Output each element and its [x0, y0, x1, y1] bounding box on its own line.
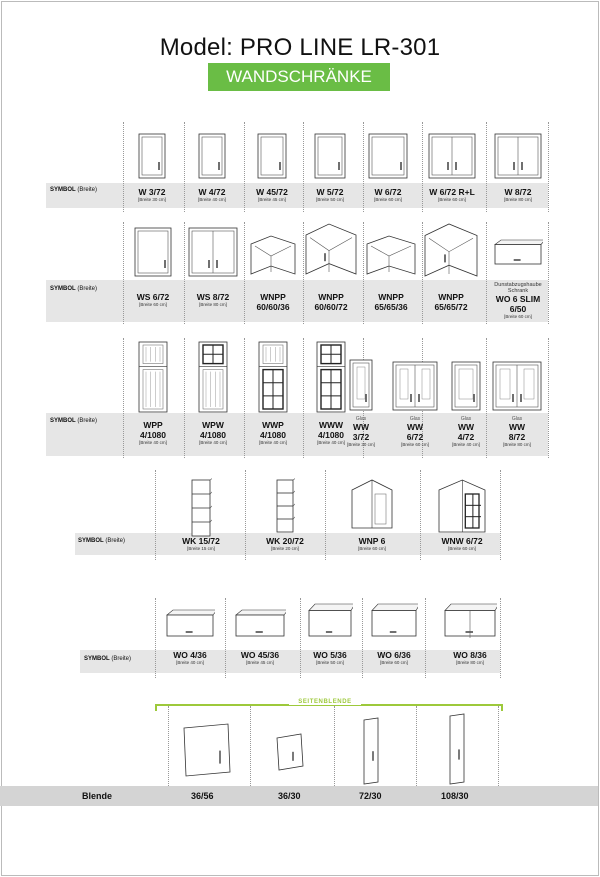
item-name: WO 4/36 [173, 650, 207, 660]
cabinet-item [228, 608, 292, 665]
cabinet-item [122, 132, 182, 202]
page-title: Model: PRO LINE LR-301 [159, 34, 441, 61]
cabinet-drawing [486, 360, 548, 412]
item-name: WW [508, 422, 526, 432]
item-name: W 6/72 R+L [429, 187, 475, 197]
item-name: WK 20/72 [266, 536, 304, 546]
item-name-line2: 6/50 [509, 304, 527, 314]
cabinet-drawing [300, 132, 360, 180]
row4-symbol-label: SYMBOL (Breite) [78, 538, 126, 544]
cabinet-drawing [430, 478, 494, 536]
item-width: [Breite 60 cm] [380, 660, 408, 665]
item-width: [Breite 45 cm] [258, 197, 286, 202]
item-name: W 4/72 [198, 187, 226, 197]
item-width: [Breite 60 cm] [139, 302, 167, 307]
column-divider [500, 598, 501, 678]
glass-note: Glas [355, 416, 367, 422]
column-divider [250, 706, 251, 796]
item-name: WNPP [260, 292, 286, 302]
item-width: [Breite 80 cm] [503, 442, 531, 447]
item-width: [Breite 30 cm] [347, 442, 375, 447]
item-name-line2: 3/72 [352, 432, 370, 442]
item-name-line2: 60/60/72 [314, 302, 348, 312]
item-width: [Breite 60 cm] [438, 197, 466, 202]
cabinet-item [488, 132, 548, 202]
item-name: WNPP [438, 292, 464, 302]
cabinet-item [420, 222, 482, 312]
cabinet-item [122, 340, 184, 445]
column-divider [362, 598, 363, 678]
cabinet-item [242, 132, 302, 202]
seitenblende-title: SEITENBLENDE [289, 699, 361, 705]
column-divider [416, 706, 417, 796]
item-width: [Breite 40 cm] [317, 440, 345, 445]
glass-note: Glas [409, 416, 421, 422]
column-divider [168, 706, 169, 796]
item-name: WPW [202, 420, 224, 430]
column-divider [225, 598, 226, 678]
cabinet-drawing [422, 132, 482, 180]
cabinet-drawing [122, 132, 182, 180]
cabinet-drawing [252, 478, 318, 534]
item-name: WO 6 SLIM [495, 294, 541, 304]
cabinet-item [182, 226, 244, 307]
cabinet-drawing [182, 226, 244, 278]
cabinet-drawing [420, 222, 482, 280]
cabinet-item [300, 132, 360, 202]
item-name: W 45/72 [256, 187, 288, 197]
item-name-line2: 8/72 [508, 432, 526, 442]
column-divider [245, 470, 246, 560]
item-width: [Breite 20 cm] [271, 546, 299, 551]
item-width: [Breite 40 cm] [176, 660, 204, 665]
item-width: [Breite 60 cm] [504, 314, 532, 319]
item-name: WW [406, 422, 424, 432]
column-divider [155, 470, 156, 560]
item-width: [Breite 60 cm] [374, 197, 402, 202]
cabinet-drawing [335, 358, 387, 412]
item-name-line2: 4/1080 [140, 430, 166, 440]
item-name: W 8/72 [504, 187, 532, 197]
column-divider [486, 122, 487, 212]
item-name: W 6/72 [374, 187, 402, 197]
cabinet-drawing [242, 340, 304, 414]
blende-drawing [446, 712, 470, 786]
item-name: WNW 6/72 [441, 536, 483, 546]
bracket-tick-left [155, 704, 157, 711]
row3-symbol-label: SYMBOL (Breite) [50, 418, 98, 424]
cabinet-drawing [160, 608, 220, 646]
item-width: [Breite 40 cm] [139, 440, 167, 445]
cabinet-item [344, 478, 400, 551]
blende-size: 36/56 [191, 791, 214, 801]
cabinet-item [182, 340, 244, 445]
cabinet-drawing [488, 132, 548, 180]
item-width: [Breite 50 cm] [316, 197, 344, 202]
cabinet-item [430, 478, 494, 551]
cabinet-drawing [122, 226, 184, 278]
blende-size: 72/30 [359, 791, 382, 801]
column-divider [155, 598, 156, 678]
item-name-line2: 4/1080 [318, 430, 344, 440]
item-note: Dunstabzugshaube Schrank [494, 282, 542, 294]
cabinet-item [422, 132, 482, 202]
cabinet-item [366, 602, 422, 665]
cabinet-item [385, 360, 445, 447]
column-divider [425, 598, 426, 678]
column-divider [334, 706, 335, 796]
item-name-line2: 4/72 [457, 432, 475, 442]
item-name: WO 5/36 [313, 650, 347, 660]
row5-symbol-label: SYMBOL (Breite) [84, 656, 132, 662]
cabinet-item [160, 608, 220, 665]
item-width: [Breite 15 cm] [187, 546, 215, 551]
cabinet-drawing [360, 234, 422, 278]
cabinet-item [170, 478, 232, 551]
item-name: WS 8/72 [196, 292, 230, 302]
blende-band [0, 786, 598, 806]
cabinet-item [485, 238, 551, 319]
column-divider [548, 338, 549, 458]
item-name-line2: 4/1080 [260, 430, 286, 440]
cabinet-drawing [385, 360, 445, 412]
cabinet-drawing [170, 478, 232, 538]
item-name: WNPP [318, 292, 344, 302]
item-name: WO 8/36 [453, 650, 487, 660]
item-name: WNPP [378, 292, 404, 302]
item-name: WW [352, 422, 370, 432]
cabinet-drawing [344, 478, 400, 532]
column-divider [548, 122, 549, 212]
blende-drawing [182, 722, 232, 780]
cabinet-item [252, 478, 318, 551]
item-width: [Breite 80 cm] [456, 660, 484, 665]
cabinet-item [486, 360, 548, 447]
item-width: [Breite 50 cm] [316, 660, 344, 665]
item-name: WS 6/72 [136, 292, 170, 302]
cabinet-drawing [440, 602, 500, 646]
row1-symbol-label: SYMBOL (Breite) [50, 187, 98, 193]
column-divider [300, 598, 301, 678]
item-name: WPP [143, 420, 163, 430]
cabinet-drawing [358, 132, 418, 180]
item-width: [Breite 40 cm] [452, 442, 480, 447]
item-name-line2: 65/65/72 [434, 302, 468, 312]
item-width: [Breite 60 cm] [448, 546, 476, 551]
blende-drawing [272, 732, 308, 774]
item-width: [Breite 30 cm] [138, 197, 166, 202]
cabinet-item [122, 226, 184, 307]
cabinet-item [360, 234, 422, 312]
item-width: [Breite 60 cm] [401, 442, 429, 447]
cabinet-item [242, 340, 304, 445]
item-width: [Breite 60 cm] [358, 546, 386, 551]
blende-size: 36/30 [278, 791, 301, 801]
blende-label: Blende [82, 791, 113, 801]
blende-size: 108/30 [441, 791, 469, 801]
cabinet-item [302, 602, 358, 665]
item-width: [Breite 40 cm] [259, 440, 287, 445]
bracket-tick-right [501, 704, 503, 711]
item-name: W 5/72 [316, 187, 344, 197]
item-width: [Breite 80 cm] [504, 197, 532, 202]
cabinet-item [358, 132, 418, 202]
cabinet-item [440, 602, 500, 665]
blende-drawing [360, 716, 384, 786]
item-width: [Breite 40 cm] [199, 440, 227, 445]
item-name-line2: 6/72 [406, 432, 424, 442]
item-name-line2: 4/1080 [200, 430, 226, 440]
row2-symbol-label: SYMBOL (Breite) [50, 286, 98, 292]
cabinet-item [242, 234, 304, 312]
item-name-line2: 65/65/36 [374, 302, 408, 312]
cabinet-drawing [228, 608, 292, 646]
cabinet-item [442, 360, 490, 447]
column-divider [325, 470, 326, 560]
item-width: [Breite 45 cm] [246, 660, 274, 665]
column-divider [500, 470, 501, 560]
item-name: WO 45/36 [240, 650, 280, 660]
cabinet-drawing [242, 234, 304, 278]
glass-note: Glas [511, 416, 523, 422]
cabinet-drawing [366, 602, 422, 646]
item-name: WWP [262, 420, 284, 430]
cabinet-drawing [122, 340, 184, 414]
cabinet-drawing [302, 602, 358, 646]
item-width: [Breite 40 cm] [198, 197, 226, 202]
column-divider [420, 470, 421, 560]
item-name: W 3/72 [138, 187, 166, 197]
item-name: WO 6/36 [377, 650, 411, 660]
item-name: WK 15/72 [182, 536, 220, 546]
cabinet-drawing [300, 222, 362, 278]
item-name: WNP 6 [358, 536, 386, 546]
cabinet-drawing [182, 340, 244, 414]
cabinet-item [300, 222, 362, 312]
column-divider [498, 706, 499, 796]
cabinet-item [182, 132, 242, 202]
cabinet-item [335, 358, 387, 447]
cabinet-drawing [242, 132, 302, 180]
cabinet-drawing [442, 360, 490, 412]
cabinet-drawing [182, 132, 242, 180]
section-badge: WANDSCHRÄNKE [208, 63, 390, 91]
item-name: WW [457, 422, 475, 432]
glass-note: Glas [460, 416, 472, 422]
item-width: [Breite 80 cm] [199, 302, 227, 307]
item-name-line2: 60/60/36 [256, 302, 290, 312]
cabinet-drawing [485, 238, 551, 274]
item-name: WWW [318, 420, 344, 430]
